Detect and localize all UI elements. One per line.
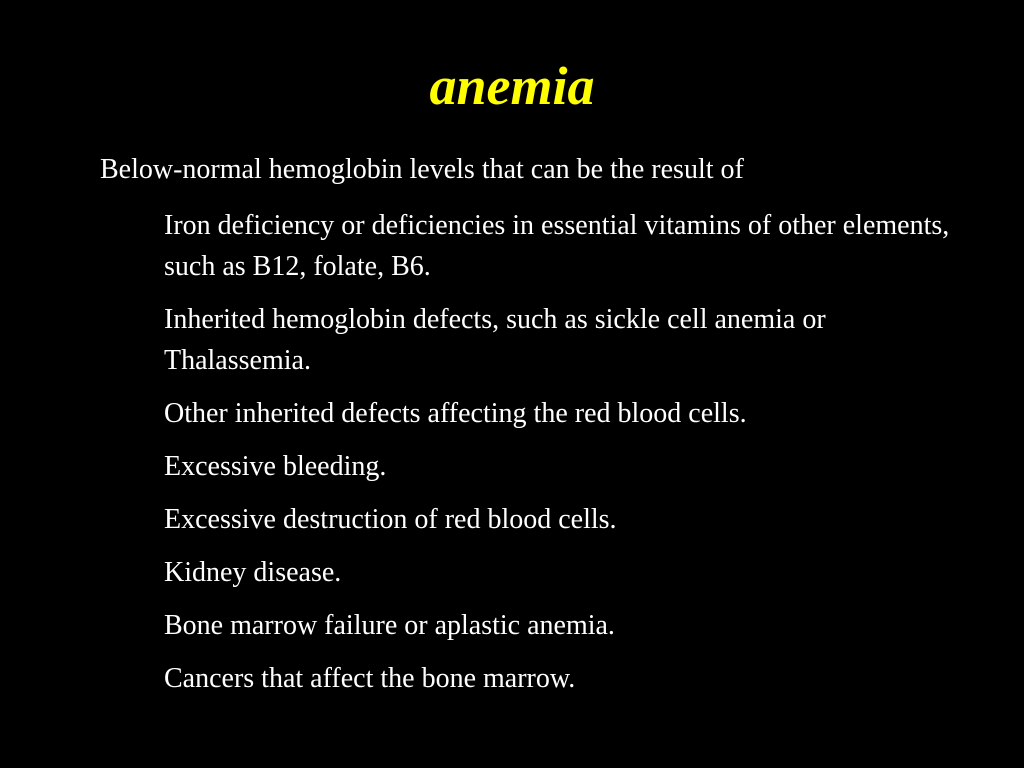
bullet-list: [164, 205, 954, 711]
list-item: Iron deficiency or deficiencies in essential vitamins of other elements, such as B12, folate, B6.: [164, 210, 950, 282]
list-item: Other inherited defects affecting the red blood cells.: [164, 398, 747, 429]
list-item: Bone marrow failure or aplastic anemia.: [164, 610, 615, 641]
lead-text: Below-normal hemoglobin levels that can be the result of: [100, 154, 744, 185]
list-item: Inherited hemoglobin defects, such as sickle cell anemia or Thalassemia.: [164, 304, 826, 376]
list-item: Excessive destruction of red blood cells.: [164, 504, 617, 535]
list-item: Kidney disease.: [164, 557, 342, 588]
slide-title: anemia: [429, 56, 595, 116]
list-item: Excessive bleeding.: [164, 451, 387, 482]
list-item: Cancers that affect the bone marrow.: [164, 663, 576, 694]
